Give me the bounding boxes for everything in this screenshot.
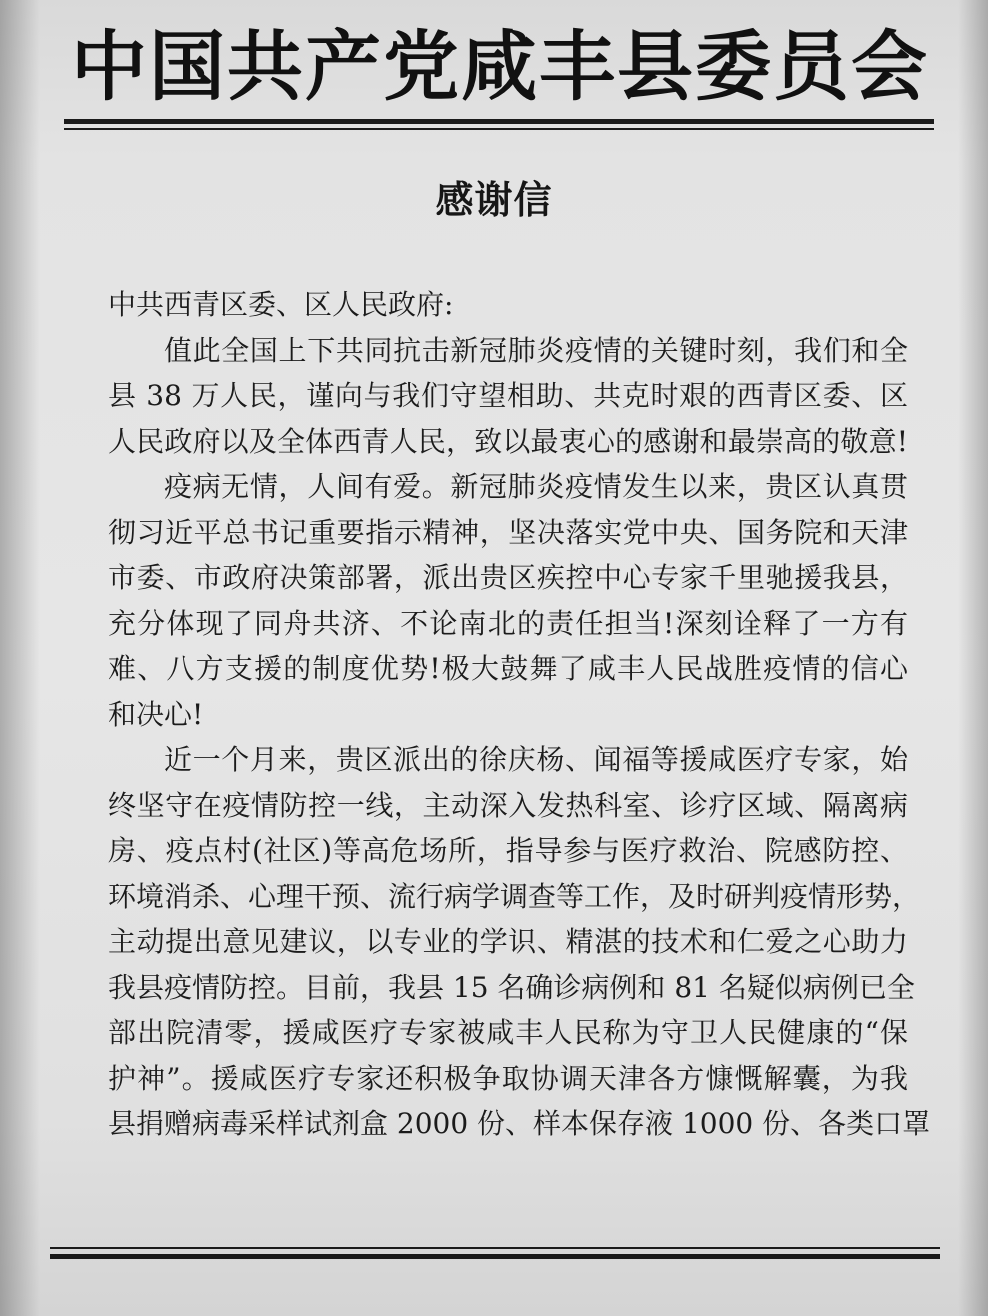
body-line: 近一个月来，贵区派出的徐庆杨、闻福等援咸医疗专家，始 xyxy=(164,743,908,776)
letter-title: 感谢信 xyxy=(435,177,553,222)
letterhead-rule-thin xyxy=(64,128,934,130)
footer-rule-thick xyxy=(50,1254,940,1259)
body-line: 县捐赠病毒采样试剂盒 2000 份、样本保存液 1000 份、各类口罩 xyxy=(108,1107,931,1140)
letterhead-organization: 中国共产党咸丰县委员会 xyxy=(71,22,929,111)
body-line: 充分体现了同舟共济、不论南北的责任担当!深刻诠释了一方有 xyxy=(108,606,908,640)
salutation: 中共西青区委、区人民政府: xyxy=(108,288,454,321)
letterhead-rule-thick xyxy=(64,119,934,124)
body-line: 部出院清零，援咸医疗专家被咸丰人民称为守卫人民健康的“保 xyxy=(108,1016,908,1049)
body-line: 县 38 万人民，谨向与我们守望相助、共克时艰的西青区委、区 xyxy=(108,379,908,412)
body-line: 难、八方支援的制度优势!极大鼓舞了咸丰人民战胜疫情的信心 xyxy=(108,652,908,685)
body-line: 彻习近平总书记重要指示精神，坚决落实党中央、国务院和天津 xyxy=(108,515,908,549)
body-line: 市委、市政府决策部署，派出贵区疾控中心专家千里驰援我县， xyxy=(108,561,908,594)
body-line: 值此全国上下共同抗击新冠肺炎疫情的关键时刻，我们和全 xyxy=(164,333,908,367)
body-line: 房、疫点村(社区)等高危场所，指导参与医疗救治、院感防控、 xyxy=(108,834,908,867)
letter-body xyxy=(108,282,931,1147)
body-line: 和决心! xyxy=(108,697,204,731)
body-line: 护神”。援咸医疗专家还积极争取协调天津各方慷慨解囊，为我 xyxy=(108,1061,908,1095)
body-line: 主动提出意见建议，以专业的学识、精湛的技术和仁爱之心助力 xyxy=(108,925,908,958)
body-line: 终坚守在疫情防控一线，主动深入发热科室、诊疗区域、隔离病 xyxy=(108,788,908,822)
footer-rule-thin xyxy=(50,1247,940,1249)
body-line: 我县疫情防控。目前，我县 15 名确诊病例和 81 名疑似病例已全 xyxy=(108,970,915,1004)
body-line: 环境消杀、心理干预、流行病学调查等工作，及时研判疫情形势， xyxy=(108,879,921,913)
body-line: 人民政府以及全体西青人民，致以最衷心的感谢和最崇高的敬意! xyxy=(108,424,908,458)
body-line: 疫病无情，人间有爱。新冠肺炎疫情发生以来，贵区认真贯 xyxy=(164,470,908,503)
